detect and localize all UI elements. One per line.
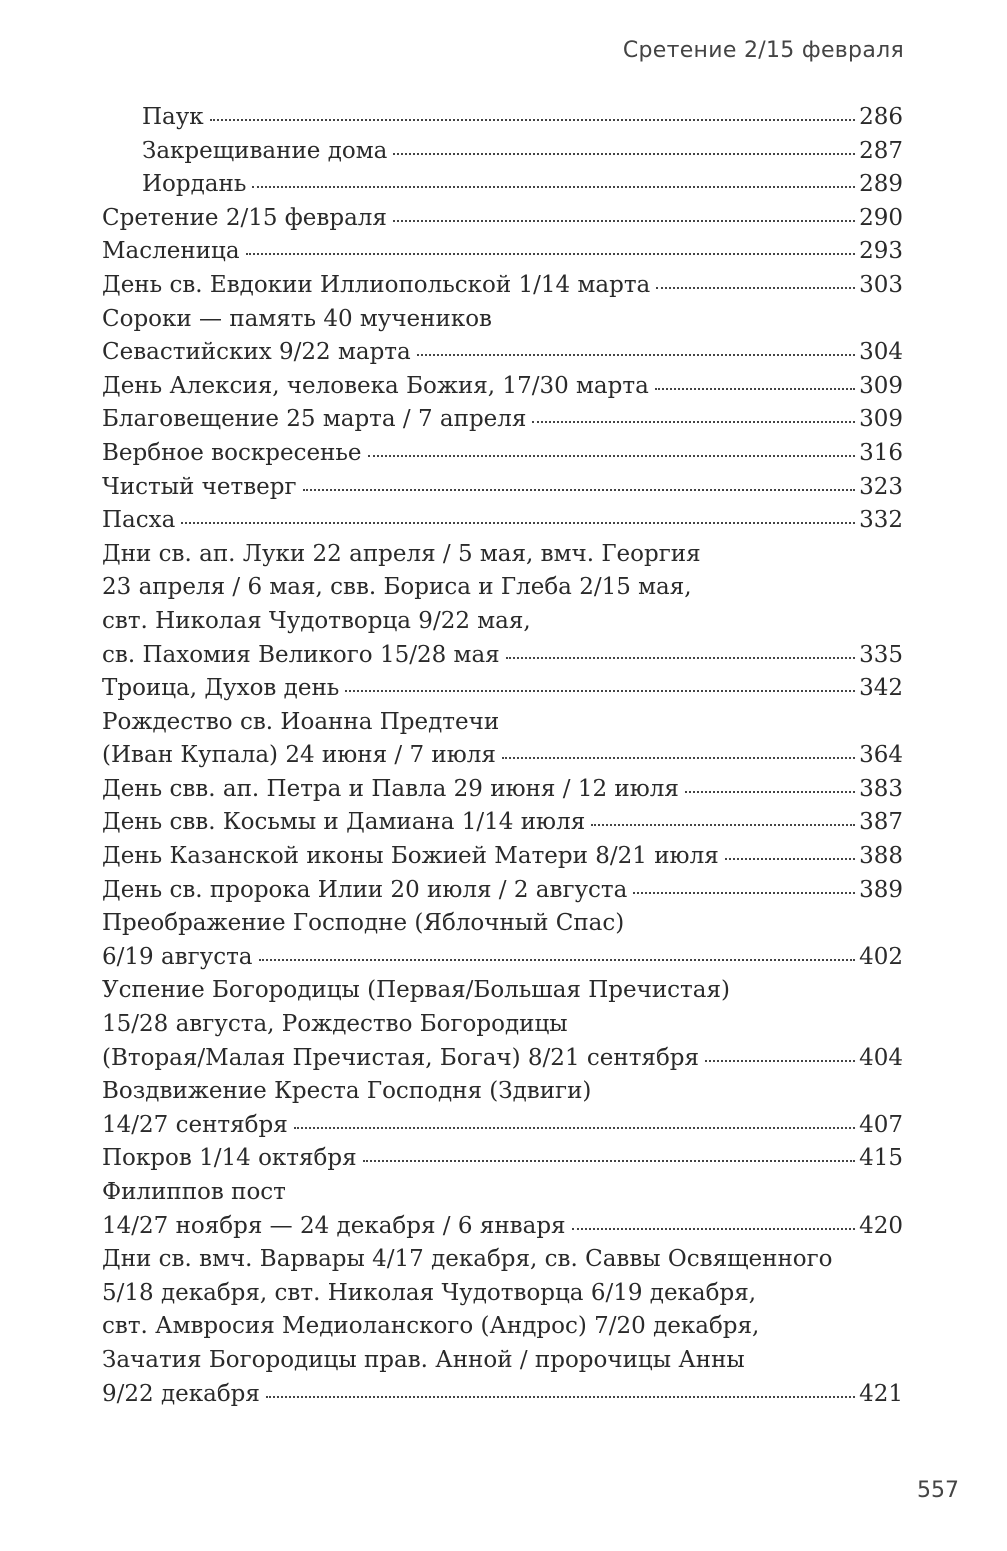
toc-entry — [102, 907, 903, 941]
toc-entry — [102, 1008, 903, 1042]
toc-entry — [102, 1176, 903, 1210]
toc-entry — [102, 269, 903, 303]
toc-entry-page: 407 — [859, 1111, 903, 1138]
toc-entry-title: Пасха — [102, 507, 176, 534]
toc-entry-page: 402 — [859, 943, 903, 970]
toc-entry — [102, 840, 903, 874]
toc-entry — [102, 504, 903, 538]
dot-leader — [725, 858, 855, 860]
toc-entry-page: 389 — [859, 876, 903, 903]
toc-entry — [102, 1210, 903, 1244]
toc-entry-title: 6/19 августа — [102, 943, 253, 970]
toc-entry — [102, 974, 903, 1008]
toc-entry-title: Чистый четверг — [102, 473, 297, 500]
toc-entry — [102, 1243, 903, 1277]
toc-entry — [102, 874, 903, 908]
dot-leader — [655, 388, 855, 390]
toc-entry — [102, 1142, 903, 1176]
toc-entry — [102, 437, 903, 471]
toc-entry — [102, 941, 903, 975]
toc-entry — [102, 605, 903, 639]
dot-leader — [633, 892, 855, 894]
dot-leader — [656, 287, 855, 289]
toc-entry — [102, 336, 903, 370]
toc-entry-title: Вербное воскресенье — [102, 439, 362, 466]
toc-entry-title: День св. пророка Илии 20 июля / 2 августа — [102, 876, 628, 903]
toc-entry-page: 293 — [859, 238, 903, 265]
toc-entry — [102, 706, 903, 740]
toc-entry-title: 9/22 декабря — [102, 1380, 260, 1407]
toc-entry — [102, 101, 903, 135]
toc-entry-title: свт. Николая Чудотворца 9/22 мая, — [102, 607, 531, 634]
toc-entry-page: 303 — [859, 271, 903, 298]
toc-entry-title: Преображение Господне (Яблочный Спас) — [102, 910, 625, 937]
toc-entry-page: 309 — [859, 372, 903, 399]
toc-entry — [102, 370, 903, 404]
toc-entry-page: 420 — [859, 1212, 903, 1239]
toc-entry — [102, 1109, 903, 1143]
toc-entry-title: Покров 1/14 октября — [102, 1145, 357, 1172]
toc-entry-page: 287 — [859, 137, 903, 164]
dot-leader — [252, 186, 855, 188]
dot-leader — [572, 1228, 856, 1230]
toc-entry-title: Троица, Духов день — [102, 675, 340, 702]
toc-entry — [102, 571, 903, 605]
toc-entry-title: Успение Богородицы (Первая/Большая Пречистая) — [102, 977, 730, 1004]
table-of-contents — [102, 101, 903, 1411]
toc-entry-title: 14/27 ноября — 24 декабря / 6 января — [102, 1212, 566, 1239]
dot-leader — [417, 354, 855, 356]
toc-entry-title: Сретение 2/15 февраля — [102, 204, 387, 231]
toc-entry-title: 14/27 сентября — [102, 1111, 288, 1138]
dot-leader — [368, 455, 856, 457]
toc-entry-page: 304 — [859, 339, 903, 366]
toc-entry-title: Севастийских 9/22 марта — [102, 339, 411, 366]
toc-entry — [102, 235, 903, 269]
toc-entry-page: 415 — [859, 1145, 903, 1172]
toc-entry-page: 290 — [859, 204, 903, 231]
toc-entry-page: 316 — [859, 439, 903, 466]
toc-entry — [102, 1310, 903, 1344]
toc-entry — [102, 1378, 903, 1412]
toc-entry-page: 364 — [859, 742, 903, 769]
toc-entry-title: Паук — [142, 104, 204, 130]
page-number: 557 — [917, 1478, 959, 1503]
toc-entry-title: Масленица — [102, 238, 240, 265]
toc-entry — [102, 202, 903, 236]
toc-entry-title: Иордань — [142, 171, 247, 198]
toc-entry-page: 388 — [859, 843, 903, 870]
toc-entry-page: 383 — [859, 775, 903, 802]
toc-entry — [102, 806, 903, 840]
toc-entry — [102, 773, 903, 807]
toc-entry-title: День св. Евдокии Иллиопольской 1/14 марта — [102, 271, 651, 298]
dot-leader — [181, 522, 855, 524]
toc-entry-title: 5/18 декабря, свт. Николая Чудотворца 6/19 декабря, — [102, 1279, 757, 1306]
toc-entry — [102, 672, 903, 706]
dot-leader — [345, 690, 855, 692]
toc-entry-title: День Алексия, человека Божия, 17/30 марта — [102, 372, 649, 399]
toc-entry-title: св. Пахомия Великого 15/28 мая — [102, 641, 500, 668]
dot-leader — [705, 1060, 855, 1062]
toc-entry — [102, 1042, 903, 1076]
toc-entry-title: Зачатия Богородицы прав. Анной / пророчицы Анны — [102, 1346, 745, 1373]
dot-leader — [591, 824, 855, 826]
toc-entry — [102, 1344, 903, 1378]
toc-entry — [102, 739, 903, 773]
dot-leader — [685, 791, 855, 793]
toc-entry-title: 23 апреля / 6 мая, свв. Бориса и Глеба 2/15 мая, — [102, 574, 692, 601]
dot-leader — [393, 220, 855, 222]
toc-entry — [102, 135, 903, 169]
dot-leader — [506, 657, 855, 659]
toc-entry-page: 323 — [859, 473, 903, 500]
toc-entry — [102, 303, 903, 337]
toc-entry-title: Воздвижение Креста Господня (Здвиги) — [102, 1078, 592, 1105]
toc-entry-page: 289 — [859, 171, 903, 198]
toc-entry-page: 404 — [859, 1044, 903, 1071]
toc-entry-page: 286 — [859, 104, 903, 130]
toc-entry-page: 332 — [859, 507, 903, 534]
toc-entry-title: День свв. ап. Петра и Павла 29 июня / 12 июля — [102, 775, 679, 802]
toc-entry-title: Рождество св. Иоанна Предтечи — [102, 708, 500, 735]
toc-entry-title: Дни св. ап. Луки 22 апреля / 5 мая, вмч. Георгия — [102, 540, 701, 567]
toc-entry — [102, 1277, 903, 1311]
toc-entry-title: Благовещение 25 марта / 7 апреля — [102, 406, 527, 433]
toc-entry-page: 421 — [859, 1380, 903, 1407]
toc-entry-title: свт. Амвросия Медиоланского (Андрос) 7/20 декабря, — [102, 1313, 760, 1340]
dot-leader — [259, 959, 856, 961]
dot-leader — [294, 1127, 855, 1129]
toc-entry-title: Закрещивание дома — [142, 137, 388, 164]
toc-entry — [102, 639, 903, 673]
dot-leader — [502, 757, 855, 759]
toc-entry — [102, 1075, 903, 1109]
toc-entry — [102, 168, 903, 202]
dot-leader — [303, 489, 856, 491]
dot-leader — [363, 1160, 855, 1162]
dot-leader — [210, 119, 855, 121]
dot-leader — [532, 421, 855, 423]
dot-leader — [266, 1396, 855, 1398]
toc-entry-title: День Казанской иконы Божией Матери 8/21 июля — [102, 843, 719, 870]
toc-entry-page: 342 — [859, 675, 903, 702]
toc-entry-title: (Вторая/Малая Пречистая, Богач) 8/21 сентября — [102, 1044, 700, 1071]
toc-entry-title: (Иван Купала) 24 июня / 7 июля — [102, 742, 496, 769]
toc-entry — [102, 403, 903, 437]
toc-entry-title: Филиппов пост — [102, 1179, 286, 1205]
dot-leader — [393, 153, 855, 155]
toc-entry-page: 387 — [859, 809, 903, 836]
toc-entry-page: 335 — [859, 641, 903, 668]
dot-leader — [246, 253, 856, 255]
toc-entry — [102, 471, 903, 505]
toc-entry-page: 309 — [859, 406, 903, 433]
toc-entry-title: Дни св. вмч. Варвары 4/17 декабря, св. Саввы Освященного — [102, 1246, 833, 1273]
running-head: Сретение 2/15 февраля — [622, 38, 904, 63]
toc-entry-title: День свв. Косьмы и Дамиана 1/14 июля — [102, 809, 586, 836]
toc-entry — [102, 538, 903, 572]
toc-entry-title: 15/28 августа, Рождество Богородицы — [102, 1011, 568, 1038]
toc-entry-title: Сороки — память 40 мучеников — [102, 305, 492, 332]
